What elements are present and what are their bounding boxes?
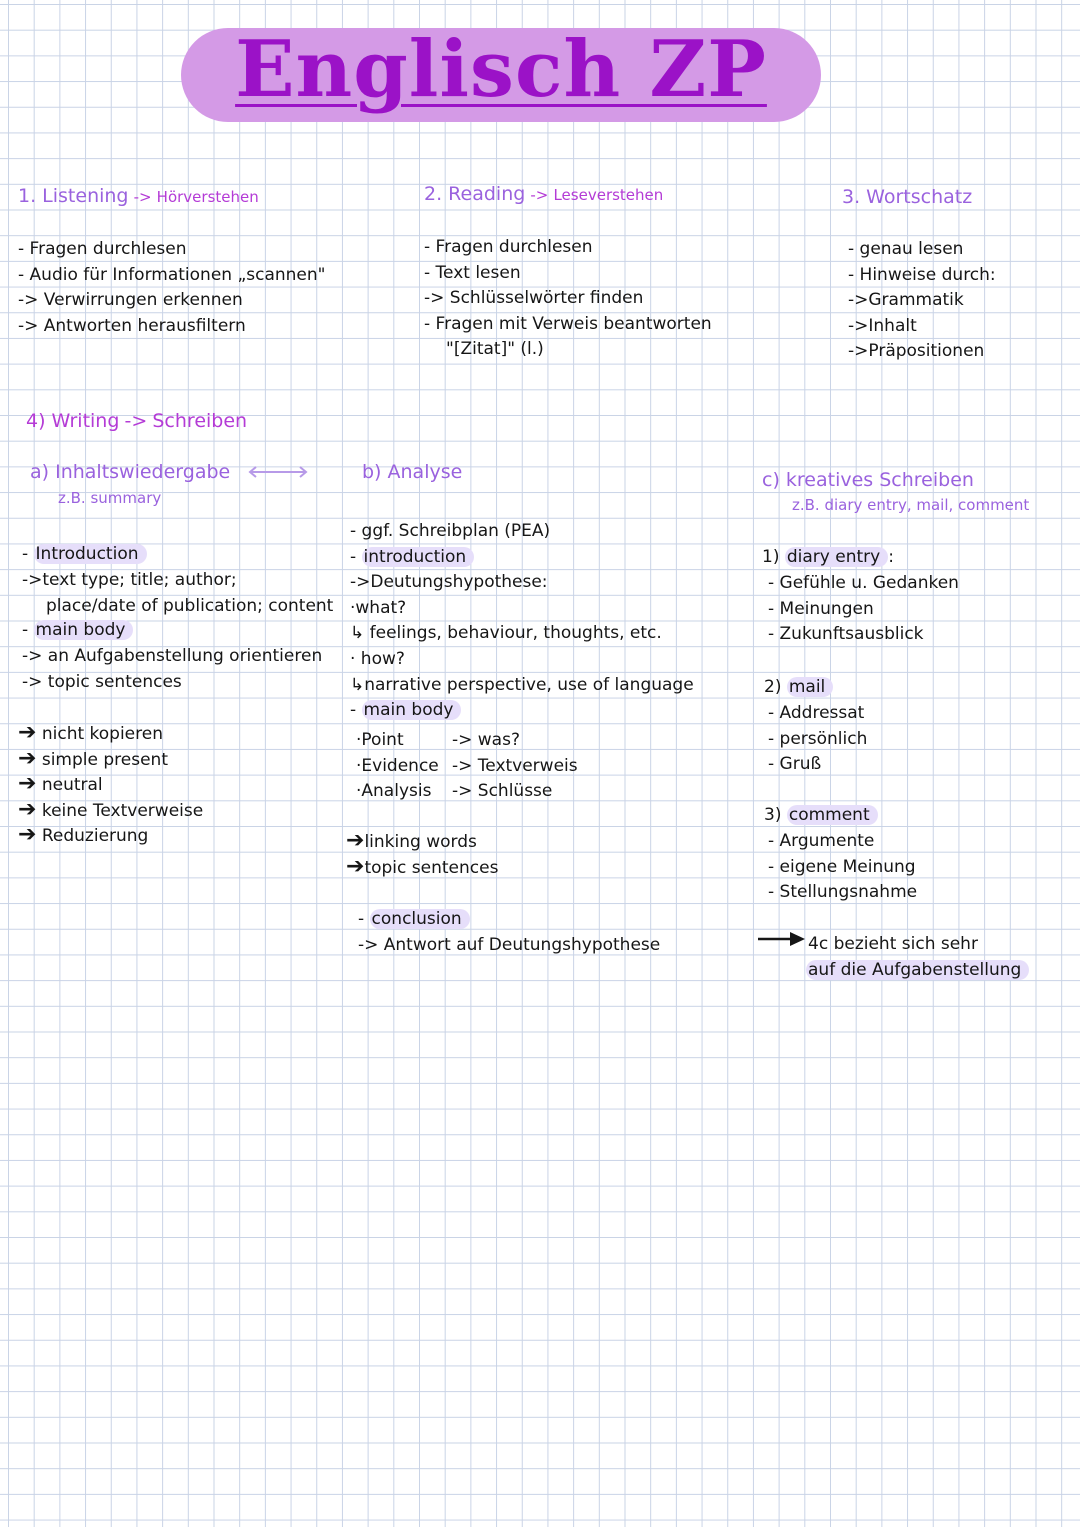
creative-example: z.B. diary entry, mail, comment [792,496,1030,514]
list-item: ·what? [350,597,407,618]
list-item: - Fragen durchlesen [424,237,593,257]
diary-label: diary entry [785,547,888,567]
list-item: - Hinweise durch: [848,264,996,285]
listening-heading-row [18,185,259,207]
arrow-right-icon: ➔ [346,828,365,853]
list-item: - Stellungsnahme [768,882,918,903]
list-item: ->text type; title; author; [22,570,237,590]
summary-body: - main body [22,617,133,643]
summary-example: z.B. summary [58,489,162,507]
arrow-right-icon: ➔ [18,745,37,771]
mail-list [768,700,867,777]
creative-note-line1: 4c bezieht sich sehr [808,934,978,954]
pea-list [356,727,578,804]
analysis-heading: b) Analyse [362,461,463,483]
list-item: - Text lesen [424,262,521,283]
list-item: - Fragen mit Verweis beantworten [424,313,712,334]
list-item: -> Antworten herausfiltern [18,315,246,336]
list-item: - Zukunftsausblick [768,624,924,645]
analysis-body-label: main body [362,700,462,720]
analysis-list [350,518,694,723]
listening-arrow: -> [133,188,152,206]
list-item: ➔ simple present [18,745,168,771]
list-item: ->Präpositionen [848,341,985,362]
creative-heading: c) kreatives Schreiben [762,469,974,491]
list-item: -> topic sentences [22,671,182,692]
writing-arrow: -> [124,410,148,432]
vocab-list [848,236,996,364]
comment-heading: 3) comment [764,802,878,828]
reading-sub: Leseverstehen [553,186,664,204]
page-title: Englisch ZP [235,24,767,115]
writing-sub: Schreiben [152,410,248,432]
summary-intro-label: Introduction [34,544,147,564]
analysis-conclusion-label: conclusion [370,909,470,929]
list-item: ➔topic sentences [346,853,499,879]
list-item: - genau lesen [848,239,964,259]
list-item: place/date of publication; content [46,595,334,616]
list-item: - introduction [350,544,694,570]
list-item: - Argumente [768,831,875,851]
arrow-right-icon: ➔ [346,853,365,879]
reading-heading-row [424,183,663,205]
list-item: - main body [350,697,694,723]
double-arrow-icon [246,465,310,479]
creative-note-line2: auf die Aufgabenstellung [806,957,1029,983]
list-item: · how? [350,648,405,669]
list-item: ➔ nicht kopieren [18,720,163,745]
summary-intro-lines [22,567,333,618]
comment-label: comment [787,805,878,825]
list-item: ➔linking words [346,828,477,853]
list-item: - Gefühle u. Gedanken [768,573,959,593]
analysis-conclusion-line: -> Antwort auf Deutungshypothese [358,935,661,955]
long-arrow-icon [758,931,806,947]
list-item: ->Grammatik [848,290,964,311]
list-item: -> Verwirrungen erkennen [18,290,243,311]
reading-heading: 2. Reading [424,183,526,205]
summary-rules [18,720,203,848]
analysis-conclusion: - conclusion [358,906,470,932]
listening-sub: Hörverstehen [156,188,259,206]
analysis-intro-label: introduction [362,547,475,567]
list-item: ·Analysis -> Schlüsse [356,781,553,802]
diary-list [768,570,959,647]
comment-list [768,828,917,905]
list-item: ➔ Reduzierung [18,822,149,848]
list-item: - Fragen durchlesen [18,239,187,259]
arrow-right-icon: ➔ [18,822,37,848]
summary-intro: - Introduction [22,541,147,567]
list-item: ↳narrative perspective, use of language [350,674,694,695]
mail-label: mail [787,677,833,697]
listening-heading: 1. Listening [18,185,129,207]
listening-list [18,236,326,338]
summary-heading: a) Inhaltswiedergabe [30,461,231,483]
diary-heading: 1) diary entry : [762,547,894,567]
list-item: ·Point -> was? [356,730,520,750]
mail-heading: 2) mail [764,674,833,700]
analysis-rules [346,828,498,879]
summary-body-lines [22,643,322,694]
list-item: ·Evidence -> Textverweis [356,755,578,776]
arrow-right-icon: ➔ [18,796,37,822]
reading-arrow: -> [530,186,549,204]
list-item: ->Inhalt [848,315,917,336]
list-item: - Gruß [768,754,822,775]
list-item: - Addressat [768,703,865,723]
arrow-right-icon: ➔ [18,720,37,745]
summary-body-label: main body [34,620,134,640]
vocab-heading: 3. Wortschatz [842,186,973,208]
list-item: - ggf. Schreibplan (PEA) [350,521,551,541]
list-item: - Meinungen [768,598,874,619]
list-item: - Audio für Informationen „scannen" [18,264,326,285]
writing-heading: 4) Writing [26,410,120,432]
list-item: -> an Aufgabenstellung orientieren [22,646,323,666]
list-item: ➔ neutral [18,771,103,797]
list-item: ->Deutungshypothese: [350,572,548,593]
arrow-right-icon: ➔ [18,771,37,797]
list-item: - persönlich [768,728,868,749]
list-item: ➔ keine Textverweise [18,796,204,822]
list-item: -> Schlüsselwörter finden [424,288,644,309]
list-item: ↳ feelings, behaviour, thoughts, etc. [350,623,662,644]
writing-heading-row [26,410,247,432]
list-item: - eigene Meinung [768,856,916,877]
reading-list [424,234,712,362]
list-item: "[Zitat]" (l.) [446,339,544,360]
